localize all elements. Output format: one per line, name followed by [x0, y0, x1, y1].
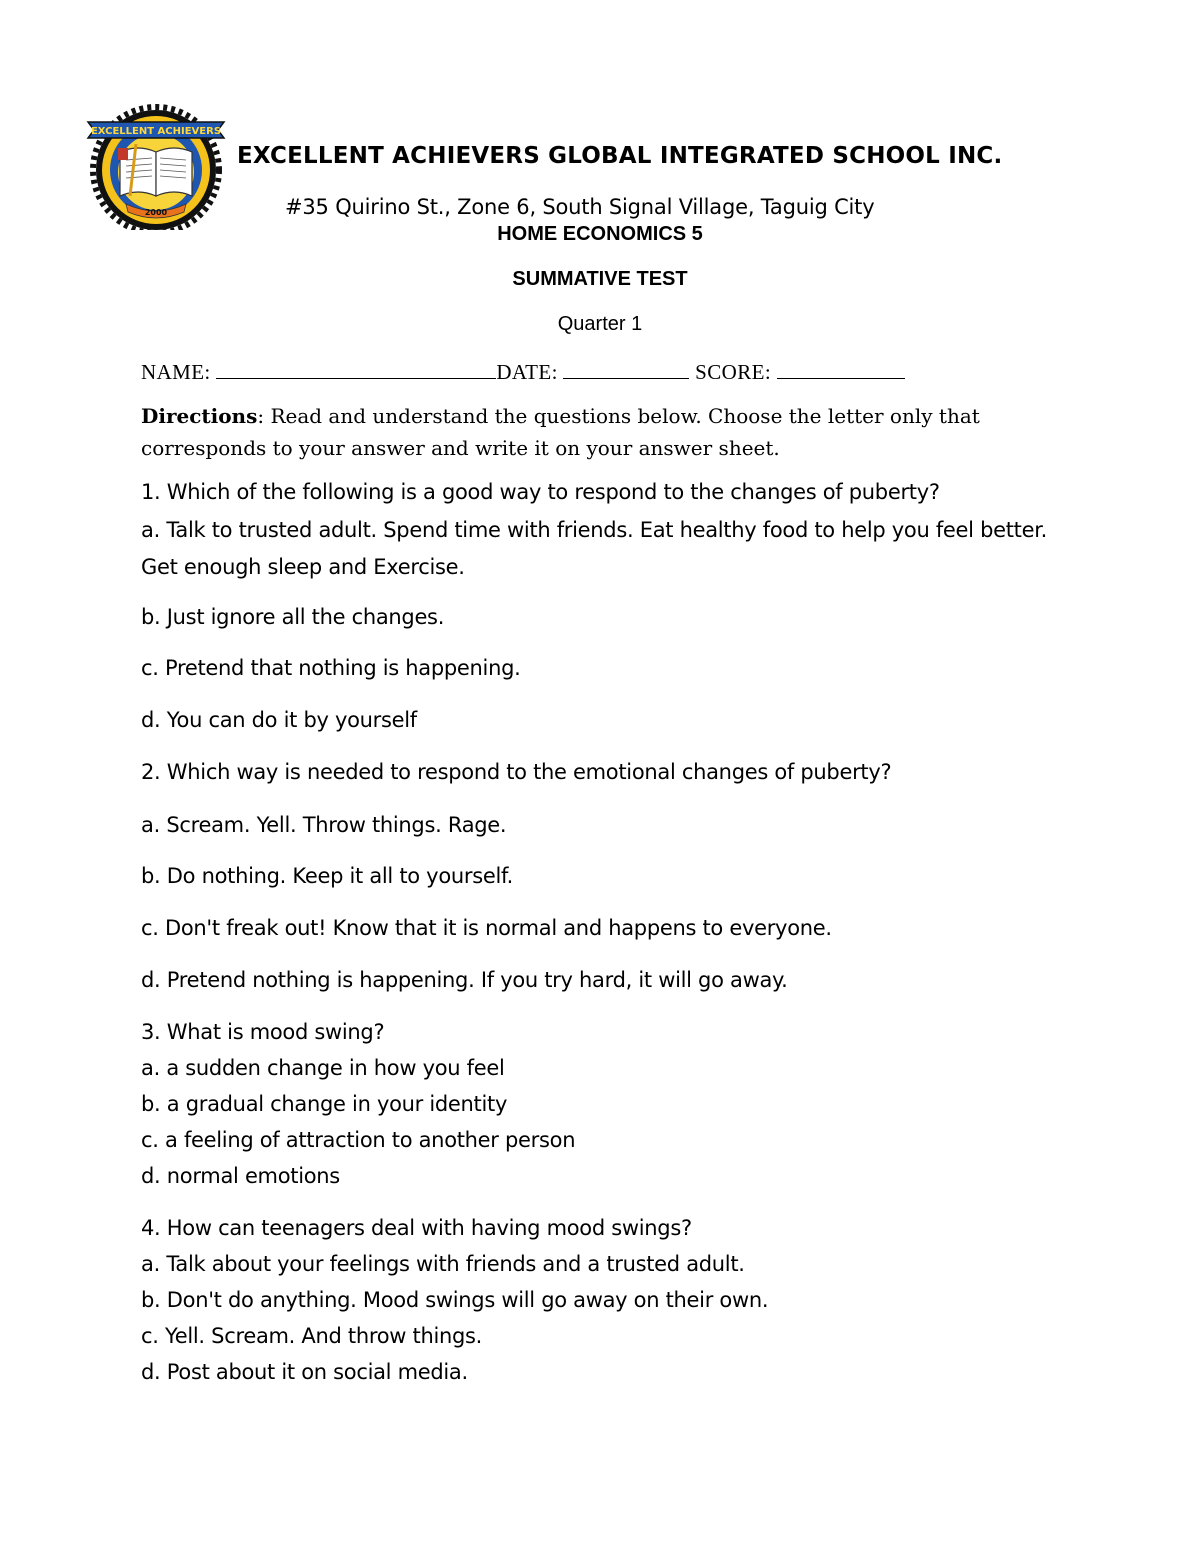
subject-title: HOME ECONOMICS 5: [497, 223, 703, 245]
question-2-option-b: b. Do nothing. Keep it all to yourself.: [141, 864, 513, 888]
school-address: #35 Quirino St., Zone 6, South Signal Village, Taguig City: [285, 195, 875, 219]
question-4-option-a: a. Talk about your feelings with friends and a trusted adult.: [141, 1252, 745, 1276]
question-3: 3. What is mood swing?: [141, 1020, 385, 1044]
question-3-option-b: b. a gradual change in your identity: [141, 1092, 508, 1116]
question-4-option-c: c. Yell. Scream. And throw things.: [141, 1324, 483, 1348]
question-3-option-c: c. a feeling of attraction to another person: [141, 1128, 576, 1152]
logo-year: 2000: [144, 208, 168, 217]
logo-banner-text: EXCELLENT ACHIEVERS: [90, 126, 222, 137]
date-blank[interactable]: [563, 358, 689, 379]
directions-label: Directions: [141, 404, 258, 428]
question-3-option-d: d. normal emotions: [141, 1164, 340, 1188]
school-logo: [80, 100, 232, 230]
score-label: SCORE:: [695, 360, 772, 384]
question-4: 4. How can teenagers deal with having mood swings?: [141, 1216, 692, 1240]
question-1-option-a: a. Talk to trusted adult. Spend time with friends. Eat healthy food to help you feel better. Get enough sleep and Exercise.: [141, 518, 1047, 579]
score-blank[interactable]: [777, 358, 905, 379]
date-label: DATE:: [496, 360, 558, 384]
question-4-option-d: d. Post about it on social media.: [141, 1360, 468, 1384]
student-info-line: [141, 358, 905, 385]
question-4-option-b: b. Don't do anything. Mood swings will go away on their own.: [141, 1288, 769, 1312]
question-1-option-b: b. Just ignore all the changes.: [141, 605, 445, 629]
name-blank[interactable]: [216, 358, 496, 379]
question-2-option-a: a. Scream. Yell. Throw things. Rage.: [141, 813, 507, 837]
directions-text: : Read and understand the questions below. Choose the letter only that corresponds to your answer and write it on your answer sheet.: [141, 404, 980, 460]
question-1-option-d: d. You can do it by yourself: [141, 708, 417, 732]
question-1: 1. Which of the following is a good way to respond to the changes of puberty?: [141, 480, 940, 504]
name-label: NAME:: [141, 360, 211, 384]
question-2-option-d: d. Pretend nothing is happening. If you try hard, it will go away.: [141, 968, 788, 992]
question-2-option-c: c. Don't freak out! Know that it is normal and happens to everyone.: [141, 916, 832, 940]
school-name: EXCELLENT ACHIEVERS GLOBAL INTEGRATED SCHOOL INC.: [237, 143, 1003, 169]
question-1-option-c: c. Pretend that nothing is happening.: [141, 656, 521, 680]
test-type: SUMMATIVE TEST: [512, 268, 688, 290]
quarter-label: Quarter 1: [557, 313, 643, 335]
directions: [141, 400, 1061, 464]
question-2: 2. Which way is needed to respond to the emotional changes of puberty?: [141, 760, 892, 784]
question-3-option-a: a. a sudden change in how you feel: [141, 1056, 505, 1080]
